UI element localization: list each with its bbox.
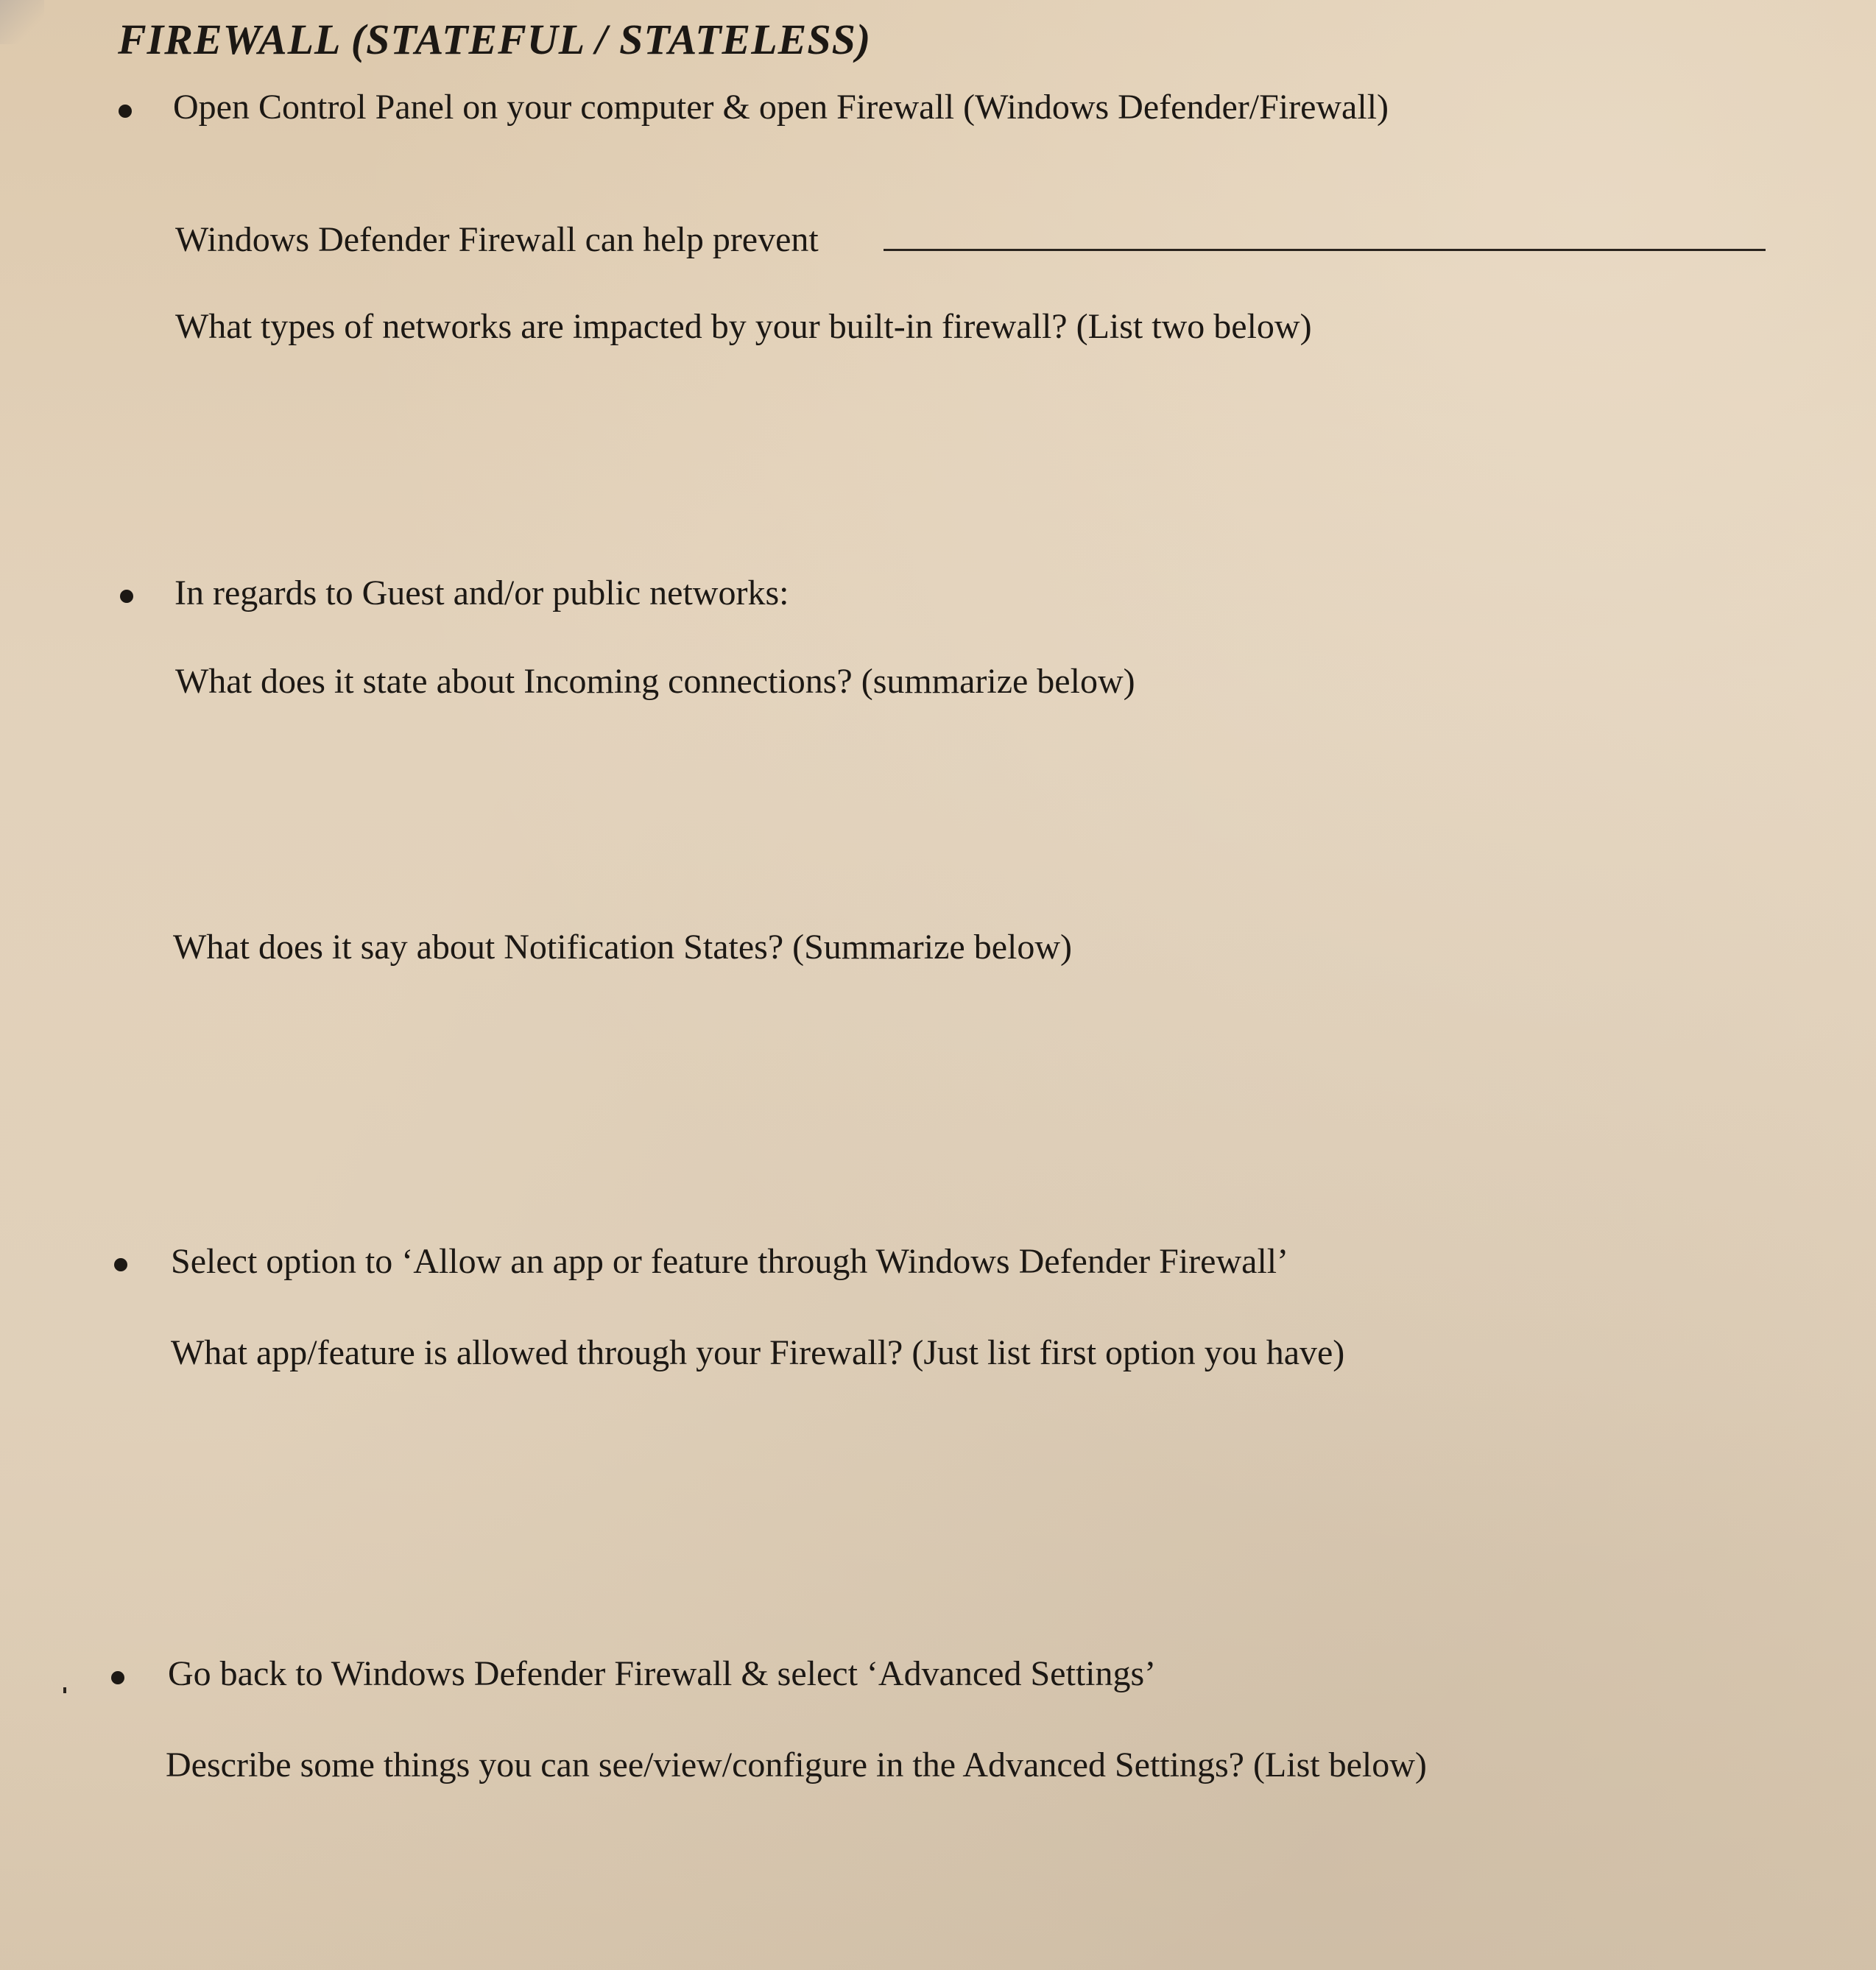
instruction-open-control-panel: Open Control Panel on your computer & open Firewall (Windows Defender/Firewall) — [173, 88, 1389, 127]
question-advanced-settings: Describe some things you can see/view/configure in the Advanced Settings? (List below) — [166, 1745, 1427, 1784]
instruction-allow-app: Select option to ‘Allow an app or feature through Windows Defender Firewall’ — [171, 1242, 1289, 1281]
bullet-dot — [111, 1671, 124, 1684]
answer-blank-line[interactable] — [884, 249, 1766, 251]
bullet-dot — [120, 590, 133, 603]
stray-pen-mark — [63, 1687, 66, 1693]
question-notification-states: What does it say about Notification States? (Summarize below) — [173, 928, 1072, 967]
bullet-dot — [119, 105, 132, 118]
fill-in-prompt: Windows Defender Firewall can help prevent — [175, 220, 819, 259]
page-corner-shadow — [0, 0, 44, 44]
question-network-types: What types of networks are impacted by your built-in firewall? (List two below) — [175, 307, 1312, 346]
instruction-guest-public-networks: In regards to Guest and/or public networks: — [174, 573, 789, 612]
worksheet-title: FIREWALL (STATEFUL / STATELESS) — [118, 15, 872, 63]
question-allowed-app: What app/feature is allowed through your Firewall? (Just list first option you have) — [171, 1333, 1345, 1372]
bullet-dot — [114, 1258, 127, 1271]
instruction-advanced-settings: Go back to Windows Defender Firewall & select ‘Advanced Settings’ — [168, 1654, 1157, 1693]
question-incoming-connections: What does it state about Incoming connections? (summarize below) — [175, 662, 1135, 701]
